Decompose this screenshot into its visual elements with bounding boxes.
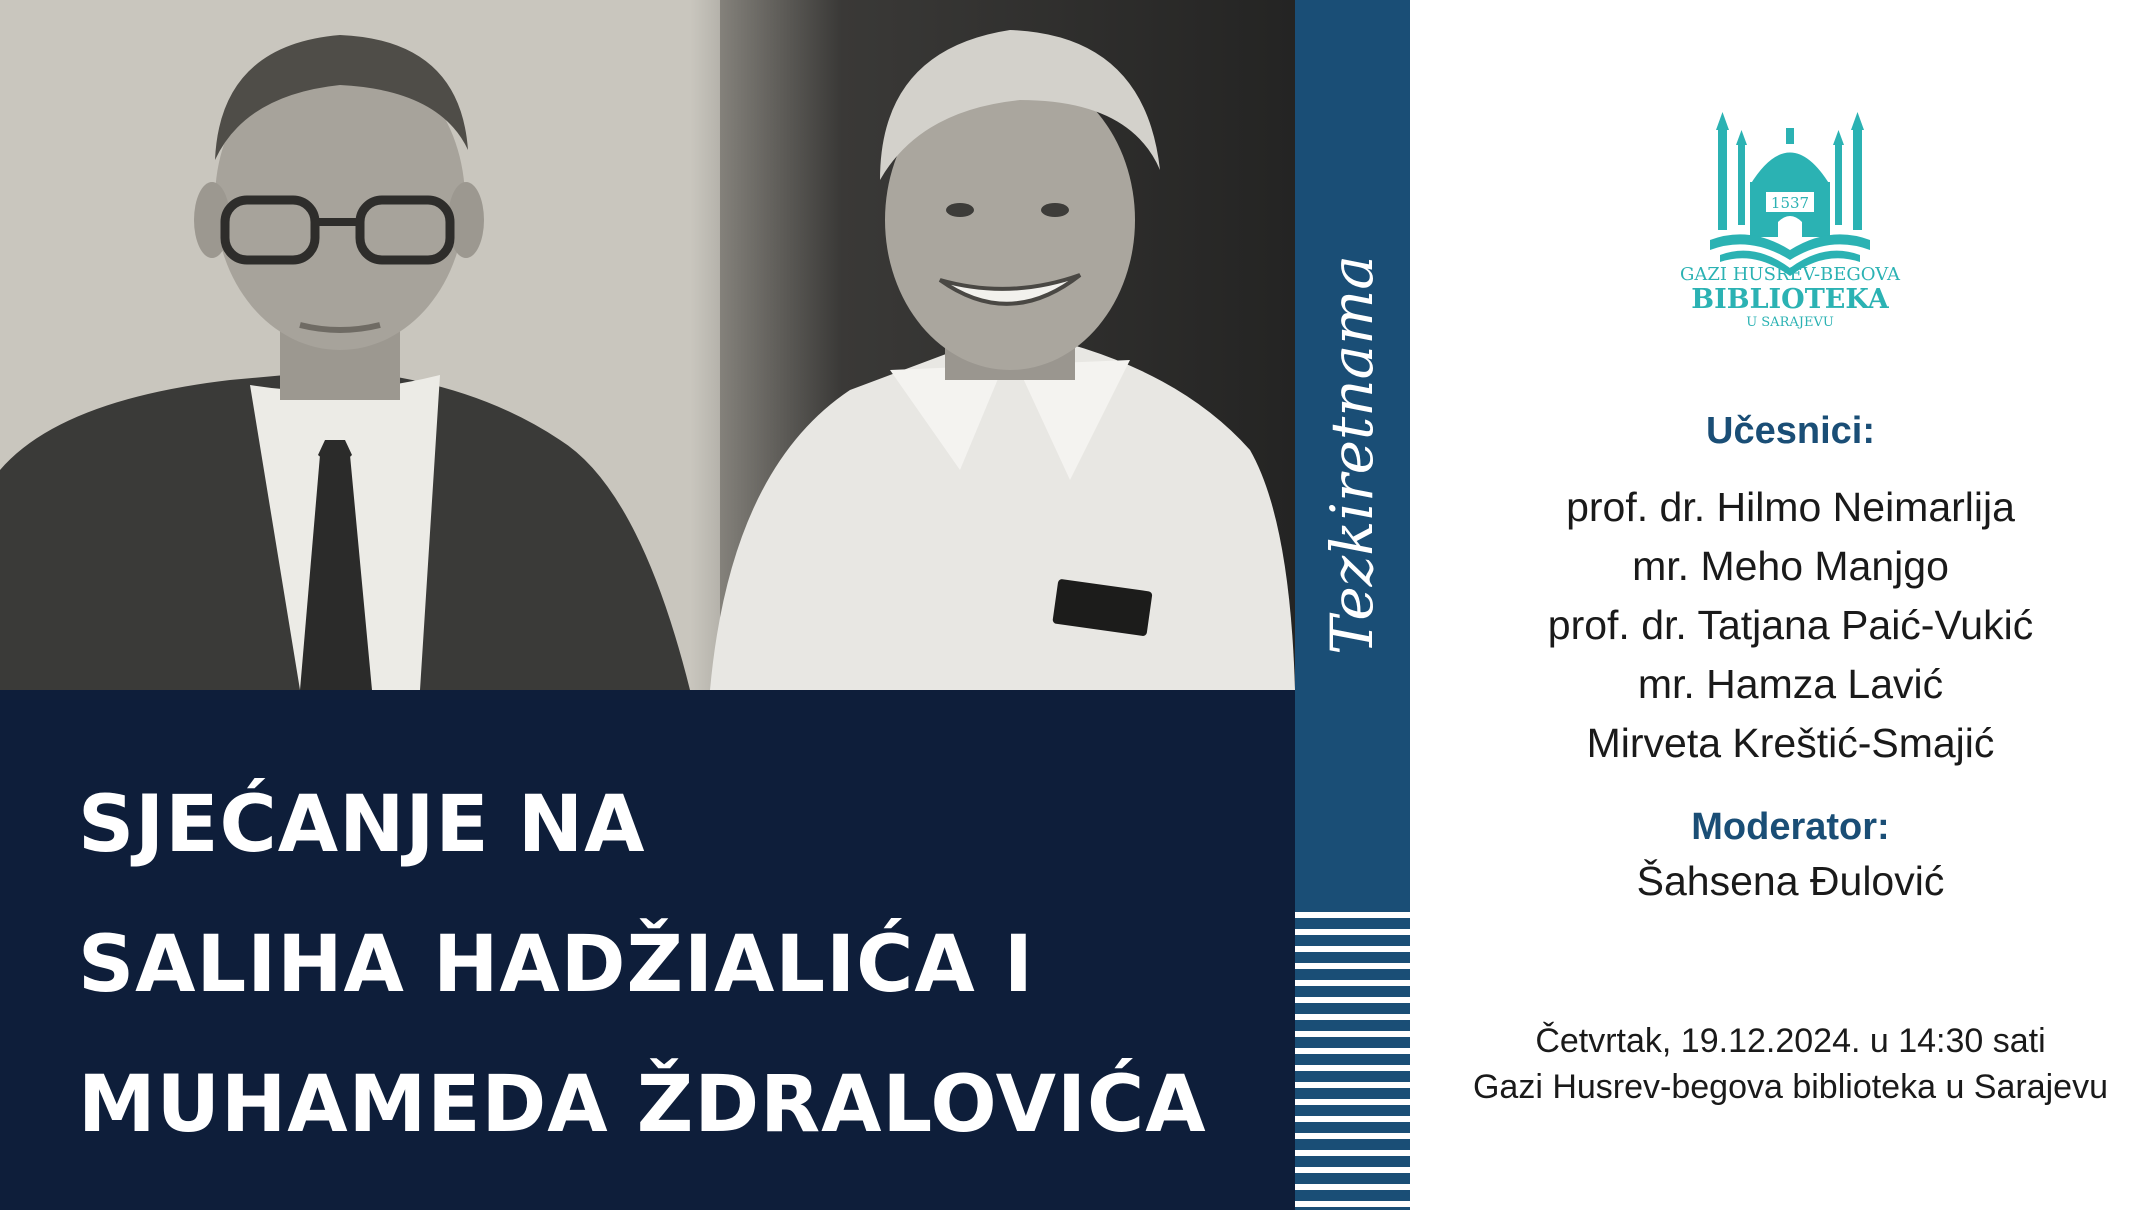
title-line-3: MUHAMEDA ŽDRALOVIĆA [78, 1060, 1207, 1150]
participant-name: mr. Meho Manjgo [1632, 543, 1949, 589]
stripe-column [1295, 0, 1410, 1210]
decorative-stripes [1295, 912, 1410, 1210]
logo-text-line3: U SARAJEVU [1746, 315, 1834, 330]
portrait-saliha-hadzialic [0, 0, 720, 690]
event-date-time: Četvrtak, 19.12.2024. u 14:30 sati [1535, 1022, 2046, 1060]
moderator-name: Šahsena Đulović [1636, 858, 1945, 904]
title-line-2: SALIHA HADŽIALIĆA I [78, 920, 1034, 1010]
title-block [0, 690, 1295, 1210]
participant-name: prof. dr. Hilmo Neimarlija [1566, 484, 2015, 530]
logo-text-line1: GAZI HUSREV-BEGOVA [1680, 264, 1900, 285]
participants-heading: Učesnici: [1706, 410, 1875, 452]
portrait-photos [0, 0, 1295, 690]
participants-list [1430, 478, 2151, 773]
event-location: Gazi Husrev-begova biblioteka u Sarajevu [1472, 1068, 2108, 1106]
participant-name: mr. Hamza Lavić [1637, 661, 1944, 707]
logo-year: 1537 [1770, 194, 1810, 212]
moderator-heading: Moderator: [1691, 806, 1890, 848]
participant-name: Mirveta Kreštić-Smajić [1586, 720, 1995, 766]
participant-name: prof. dr. Tatjana Paić-Vukić [1547, 602, 2034, 648]
title-line-1: SJEĆANJE NA [78, 780, 646, 870]
logo-text-line2: BIBLIOTEKA [1691, 284, 1889, 315]
portrait-muhamed-zdralovic [690, 0, 1295, 690]
series-label: Tezkiretnama [1318, 255, 1386, 655]
